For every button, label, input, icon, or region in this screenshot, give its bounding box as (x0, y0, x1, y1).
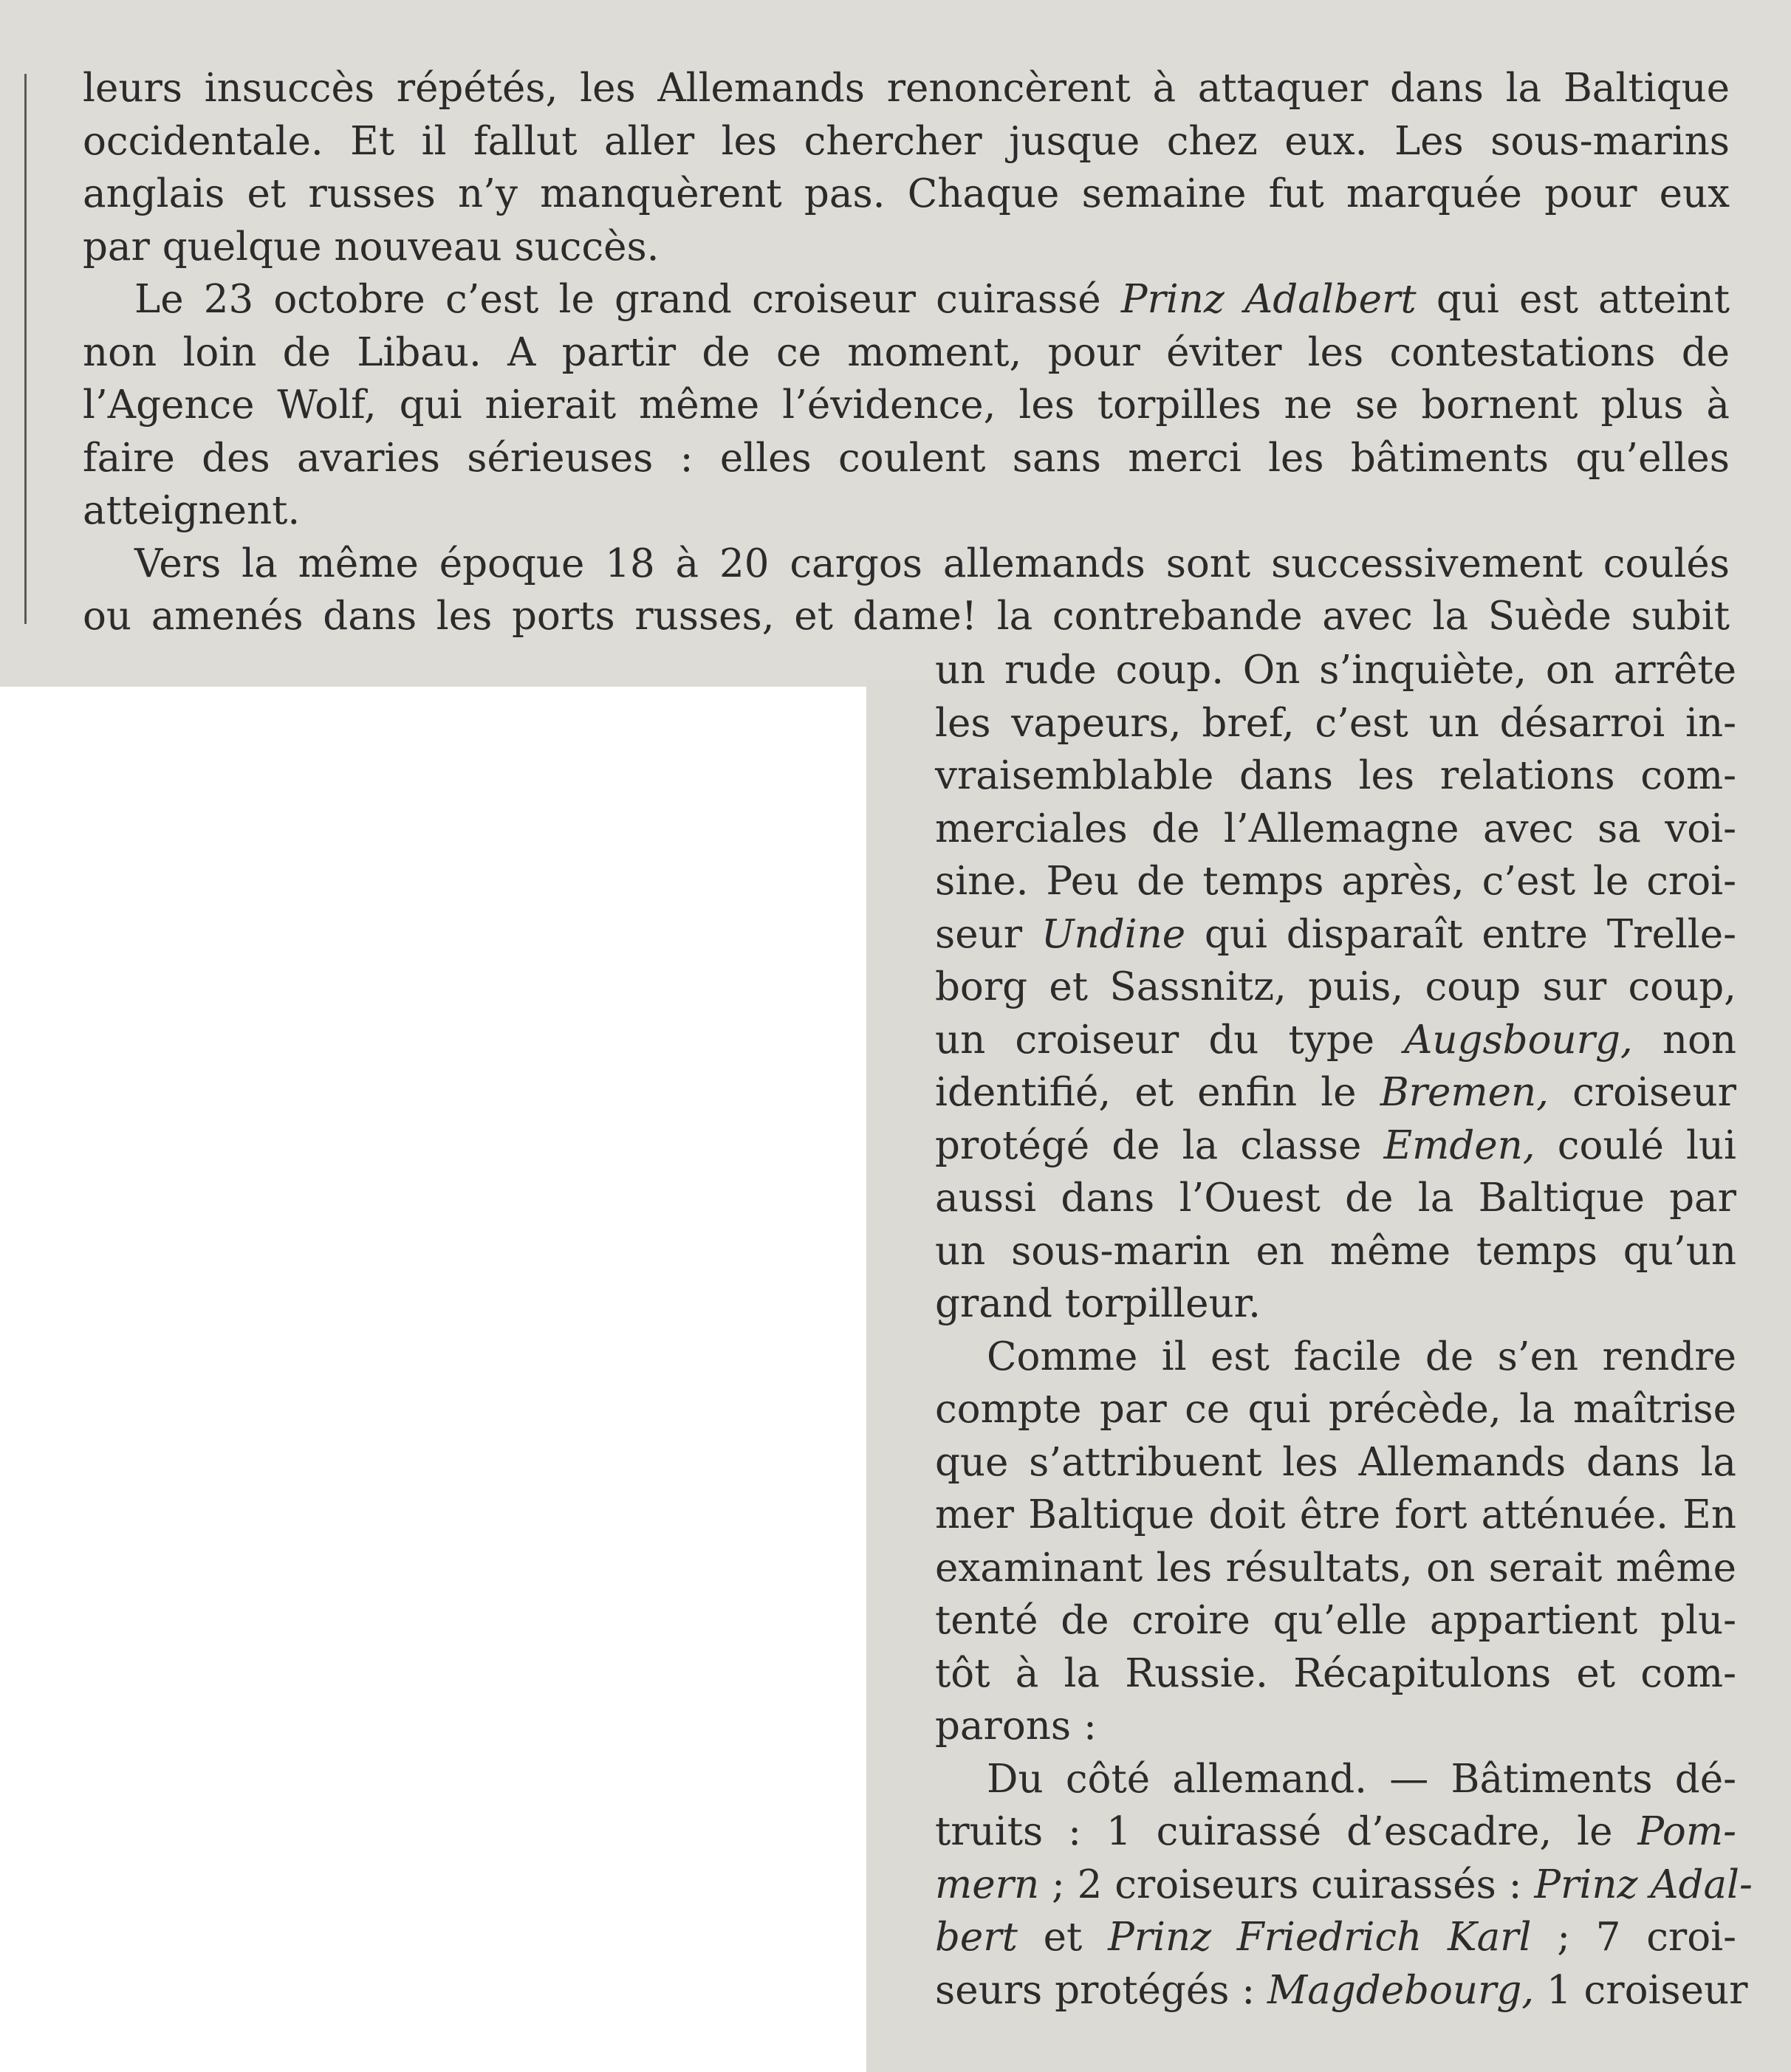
ship-name: Emden, (1383, 1122, 1535, 1168)
text-line: que s’attribuent les Allemands dans la (935, 1439, 1736, 1485)
ship-name: Undine (1041, 911, 1186, 957)
text-run: identifié, et enfin le (935, 1070, 1380, 1115)
text-line: Comme il est facile de s’en rendre (987, 1334, 1736, 1379)
text-line: un rude coup. On s’inquiète, on arrête (935, 648, 1736, 693)
text-run: croiseur (1548, 1070, 1736, 1115)
text-line: les vapeurs, bref, c’est un désarroi in- (935, 700, 1736, 746)
text-run: protégé de la classe (935, 1122, 1384, 1168)
text-line: Vers la même époque 18 à 20 cargos allemands sont successivement coulés (134, 541, 1730, 586)
text-line: parons : (935, 1704, 1097, 1749)
text-run: coulé lui (1535, 1122, 1736, 1168)
text-line (935, 1911, 1736, 1964)
text-line (935, 1066, 1736, 1119)
text-line (935, 1119, 1736, 1173)
ship-name: Prinz Adalbert (1120, 277, 1417, 322)
ship-name: Pom- (1637, 1809, 1736, 1854)
ship-name: Magdebourg, (1267, 1967, 1535, 2013)
text-line (935, 908, 1736, 961)
margin-rule (24, 74, 27, 624)
text-line: anglais et russes n’y manquèrent pas. Chaque semaine fut marquée pour eux (83, 171, 1730, 216)
text-run: non (1632, 1017, 1736, 1063)
text-run: un croiseur du type (935, 1017, 1405, 1063)
text-run: qui disparaît entre Trelle- (1185, 911, 1736, 957)
ship-name: Prinz Friedrich Karl (1108, 1915, 1532, 1960)
text-line: tenté de croire qu’elle appartient plu- (935, 1598, 1736, 1643)
text-run: Le 23 octobre c’est le grand croiseur cuirassé (134, 277, 1121, 322)
text-run: qui est atteint (1416, 277, 1730, 322)
text-line: mer Baltique doit être fort atténuée. En (935, 1492, 1736, 1537)
text-run: ; 2 croiseurs cuirassés : (1039, 1862, 1535, 1907)
text-line: aussi dans l’Ouest de la Baltique par (935, 1176, 1736, 1221)
text-line: atteignent. (83, 488, 301, 533)
ship-name: Augsbourg, (1404, 1017, 1633, 1063)
text-line (935, 1859, 1753, 1912)
text-line: ou amenés dans les ports russes, et dame! la contrebande avec la Suède subit (83, 594, 1730, 639)
text-line: non loin de Libau. A partir de ce moment, pour éviter les contestations de (83, 329, 1730, 375)
ship-name: Bremen, (1380, 1070, 1549, 1115)
ship-name: Prinz Adal- (1534, 1862, 1753, 1907)
text-line: faire des avaries sérieuses : elles coulent sans merci les bâtiments qu’elles (83, 435, 1730, 481)
text-run: truits : 1 cuirassé d’escadre, le (935, 1809, 1638, 1854)
text-line: par quelque nouveau succès. (83, 224, 660, 270)
text-line (935, 1014, 1736, 1067)
text-line: examinant les résultats, on serait même (935, 1545, 1736, 1591)
text-line: tôt à la Russie. Récapitulons et com- (935, 1650, 1736, 1696)
text-run: ; 7 croi- (1531, 1915, 1737, 1960)
text-line: compte par ce qui précède, la maîtrise (935, 1387, 1736, 1432)
text-run: 1 croiseur (1534, 1967, 1748, 2013)
text-line: vraisemblable dans les relations com- (935, 753, 1736, 798)
text-line (935, 1805, 1736, 1859)
text-line: merciales de l’Allemagne avec sa voi- (935, 806, 1736, 851)
column-paragraphs (935, 644, 1753, 2017)
text-line (935, 1964, 1748, 2017)
text-line: borg et Sassnitz, puis, coup sur coup, (935, 964, 1736, 1009)
text-line: grand torpilleur. (935, 1281, 1261, 1326)
text-line: leurs insuccès répétés, les Allemands renoncèrent à attaquer dans la Baltique (83, 66, 1730, 111)
ship-name: bert (935, 1915, 1018, 1960)
ship-name: mern (935, 1862, 1040, 1907)
text-line: sine. Peu de temps après, c’est le croi- (935, 859, 1736, 904)
text-line: Du côté allemand. — Bâtiments dé- (987, 1756, 1736, 1802)
text-line: occidentale. Et il fallut aller les chercher jusque chez eux. Les sous-marins (83, 118, 1730, 164)
text-run: et (1017, 1915, 1109, 1960)
text-line: l’Agence Wolf, qui nierait même l’évidence, les torpilles ne se bornent plus à (83, 383, 1730, 428)
text-run: seurs protégés : (935, 1967, 1267, 2013)
text-line: un sous-marin en même temps qu’un (935, 1228, 1736, 1274)
text-run: seur (935, 911, 1041, 957)
top-paragraphs (83, 62, 1730, 643)
text-line (83, 273, 1730, 326)
